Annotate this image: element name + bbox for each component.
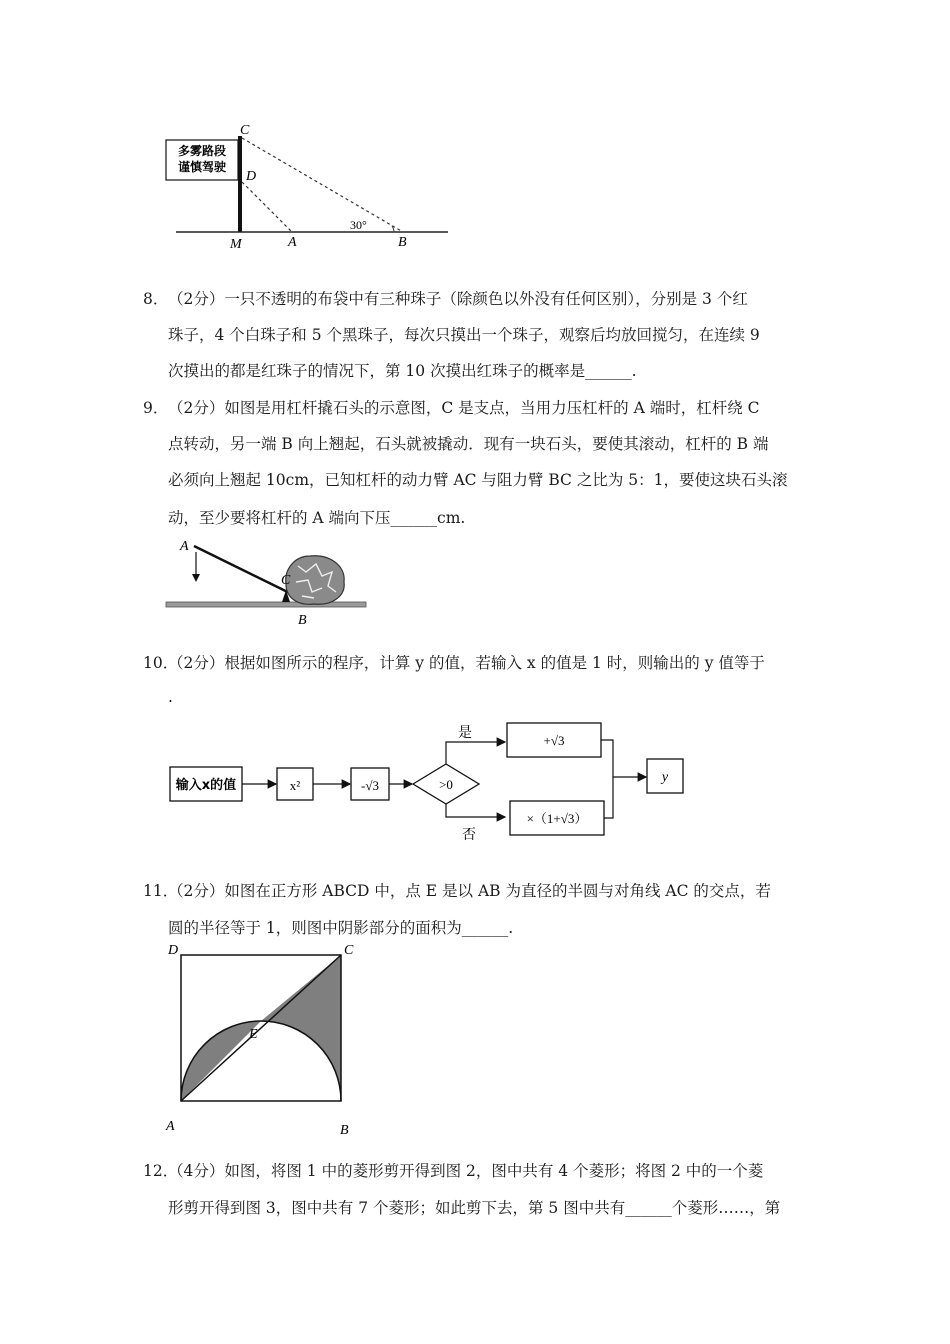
times-label: ×（1+√3） (526, 811, 588, 826)
lever-label-A: A (180, 539, 189, 554)
q10-line-2: . (168, 688, 173, 706)
q12-line-2: 形剪开得到图 3，图中共有 7 个菱形；如此剪下去，第 5 图中共有______个菱形……，第 (168, 1199, 781, 1217)
q8-line-3: 次摸出的都是红珠子的情况下，第 10 次摸出红珠子的概率是______. (168, 362, 637, 380)
square-label: x² (289, 778, 301, 793)
q9-line-1: （2分）如图是用杠杆撬石头的示意图，C 是支点，当用力压杠杆的 A 端时，杠杆绕 C (168, 399, 760, 417)
q11-line-2: 圆的半径等于 1，则图中阴影部分的面积为______. (168, 919, 514, 937)
minus-label: -√3 (361, 778, 379, 793)
q8-line-1: （2分）一只不透明的布袋中有三种珠子（除颜色以外没有任何区别），分别是 3 个红 (168, 290, 748, 308)
yes-label: 是 (458, 725, 472, 741)
q12-number: 12． (143, 1162, 179, 1180)
q11-number: 11． (143, 882, 179, 900)
label-D: D (168, 943, 179, 958)
q9-line-4: 动，至少要将杠杆的 A 端向下压______cm. (168, 509, 466, 527)
yes-path (446, 742, 505, 764)
label-C: C (344, 943, 354, 958)
q8-line-2: 珠子，4 个白珠子和 5 个黑珠子，每次只摸出一个珠子，观察后均放回搅匀，在连续 9 (168, 326, 760, 344)
sign-text-line2: 谨慎驾驶 (177, 160, 227, 174)
q9-line-3: 必须向上翘起 10cm，已知杠杆的动力臂 AC 与阻力臂 BC 之比为 5：1，要使这块石头滚 (168, 471, 788, 489)
lever-label-C: C (281, 573, 291, 588)
q9-line-2: 点转动，另一端 B 向上翘起，石头就被撬动．现有一块石头，要使其滚动，杠杆的 B 端 (168, 435, 769, 453)
input-label: 输入x的值 (175, 778, 237, 793)
label-A: A (166, 1119, 175, 1134)
q8-number: 8． (143, 290, 169, 308)
lever-label-B: B (298, 613, 307, 628)
line-CB (242, 138, 403, 232)
ground-bar (166, 602, 366, 607)
q10-line-1: （2分）根据如图所示的程序，计算 y 的值，若输入 x 的值是 1 时，则输出的 y 值等于 (168, 654, 765, 672)
line-DA (242, 182, 292, 232)
label-M: M (230, 237, 242, 252)
label-D: D (246, 169, 257, 184)
flowchart (160, 715, 700, 845)
shaded-upper (261, 955, 341, 1101)
label-B: B (398, 235, 407, 250)
label-C: C (240, 123, 250, 138)
q9-number: 9． (143, 399, 169, 417)
q12-line-1: （4分）如图，将图 1 中的菱形剪开得到图 2，图中共有 4 个菱形；将图 2 中的一个菱 (168, 1162, 764, 1180)
q10-number: 10． (143, 654, 179, 672)
lever-figure (160, 532, 380, 632)
output-label: y (661, 770, 669, 785)
angle-label: 30° (350, 218, 367, 232)
no-label: 否 (462, 827, 476, 843)
label-A: A (288, 235, 297, 250)
stone (286, 556, 344, 605)
no-path (446, 804, 505, 817)
plus-label: +√3 (543, 733, 565, 748)
label-E: E (249, 1027, 258, 1042)
q11-line-1: （2分）如图在正方形 ABCD 中，点 E 是以 AB 为直径的半圆与对角线 AC 的交点，若 (168, 882, 771, 900)
force-arrowhead (192, 574, 200, 582)
label-B: B (340, 1123, 349, 1136)
square-figure (160, 940, 360, 1136)
sign-text-line1: 多雾路段 (177, 144, 227, 158)
compare-label: >0 (439, 777, 453, 792)
sign-figure (160, 118, 460, 253)
